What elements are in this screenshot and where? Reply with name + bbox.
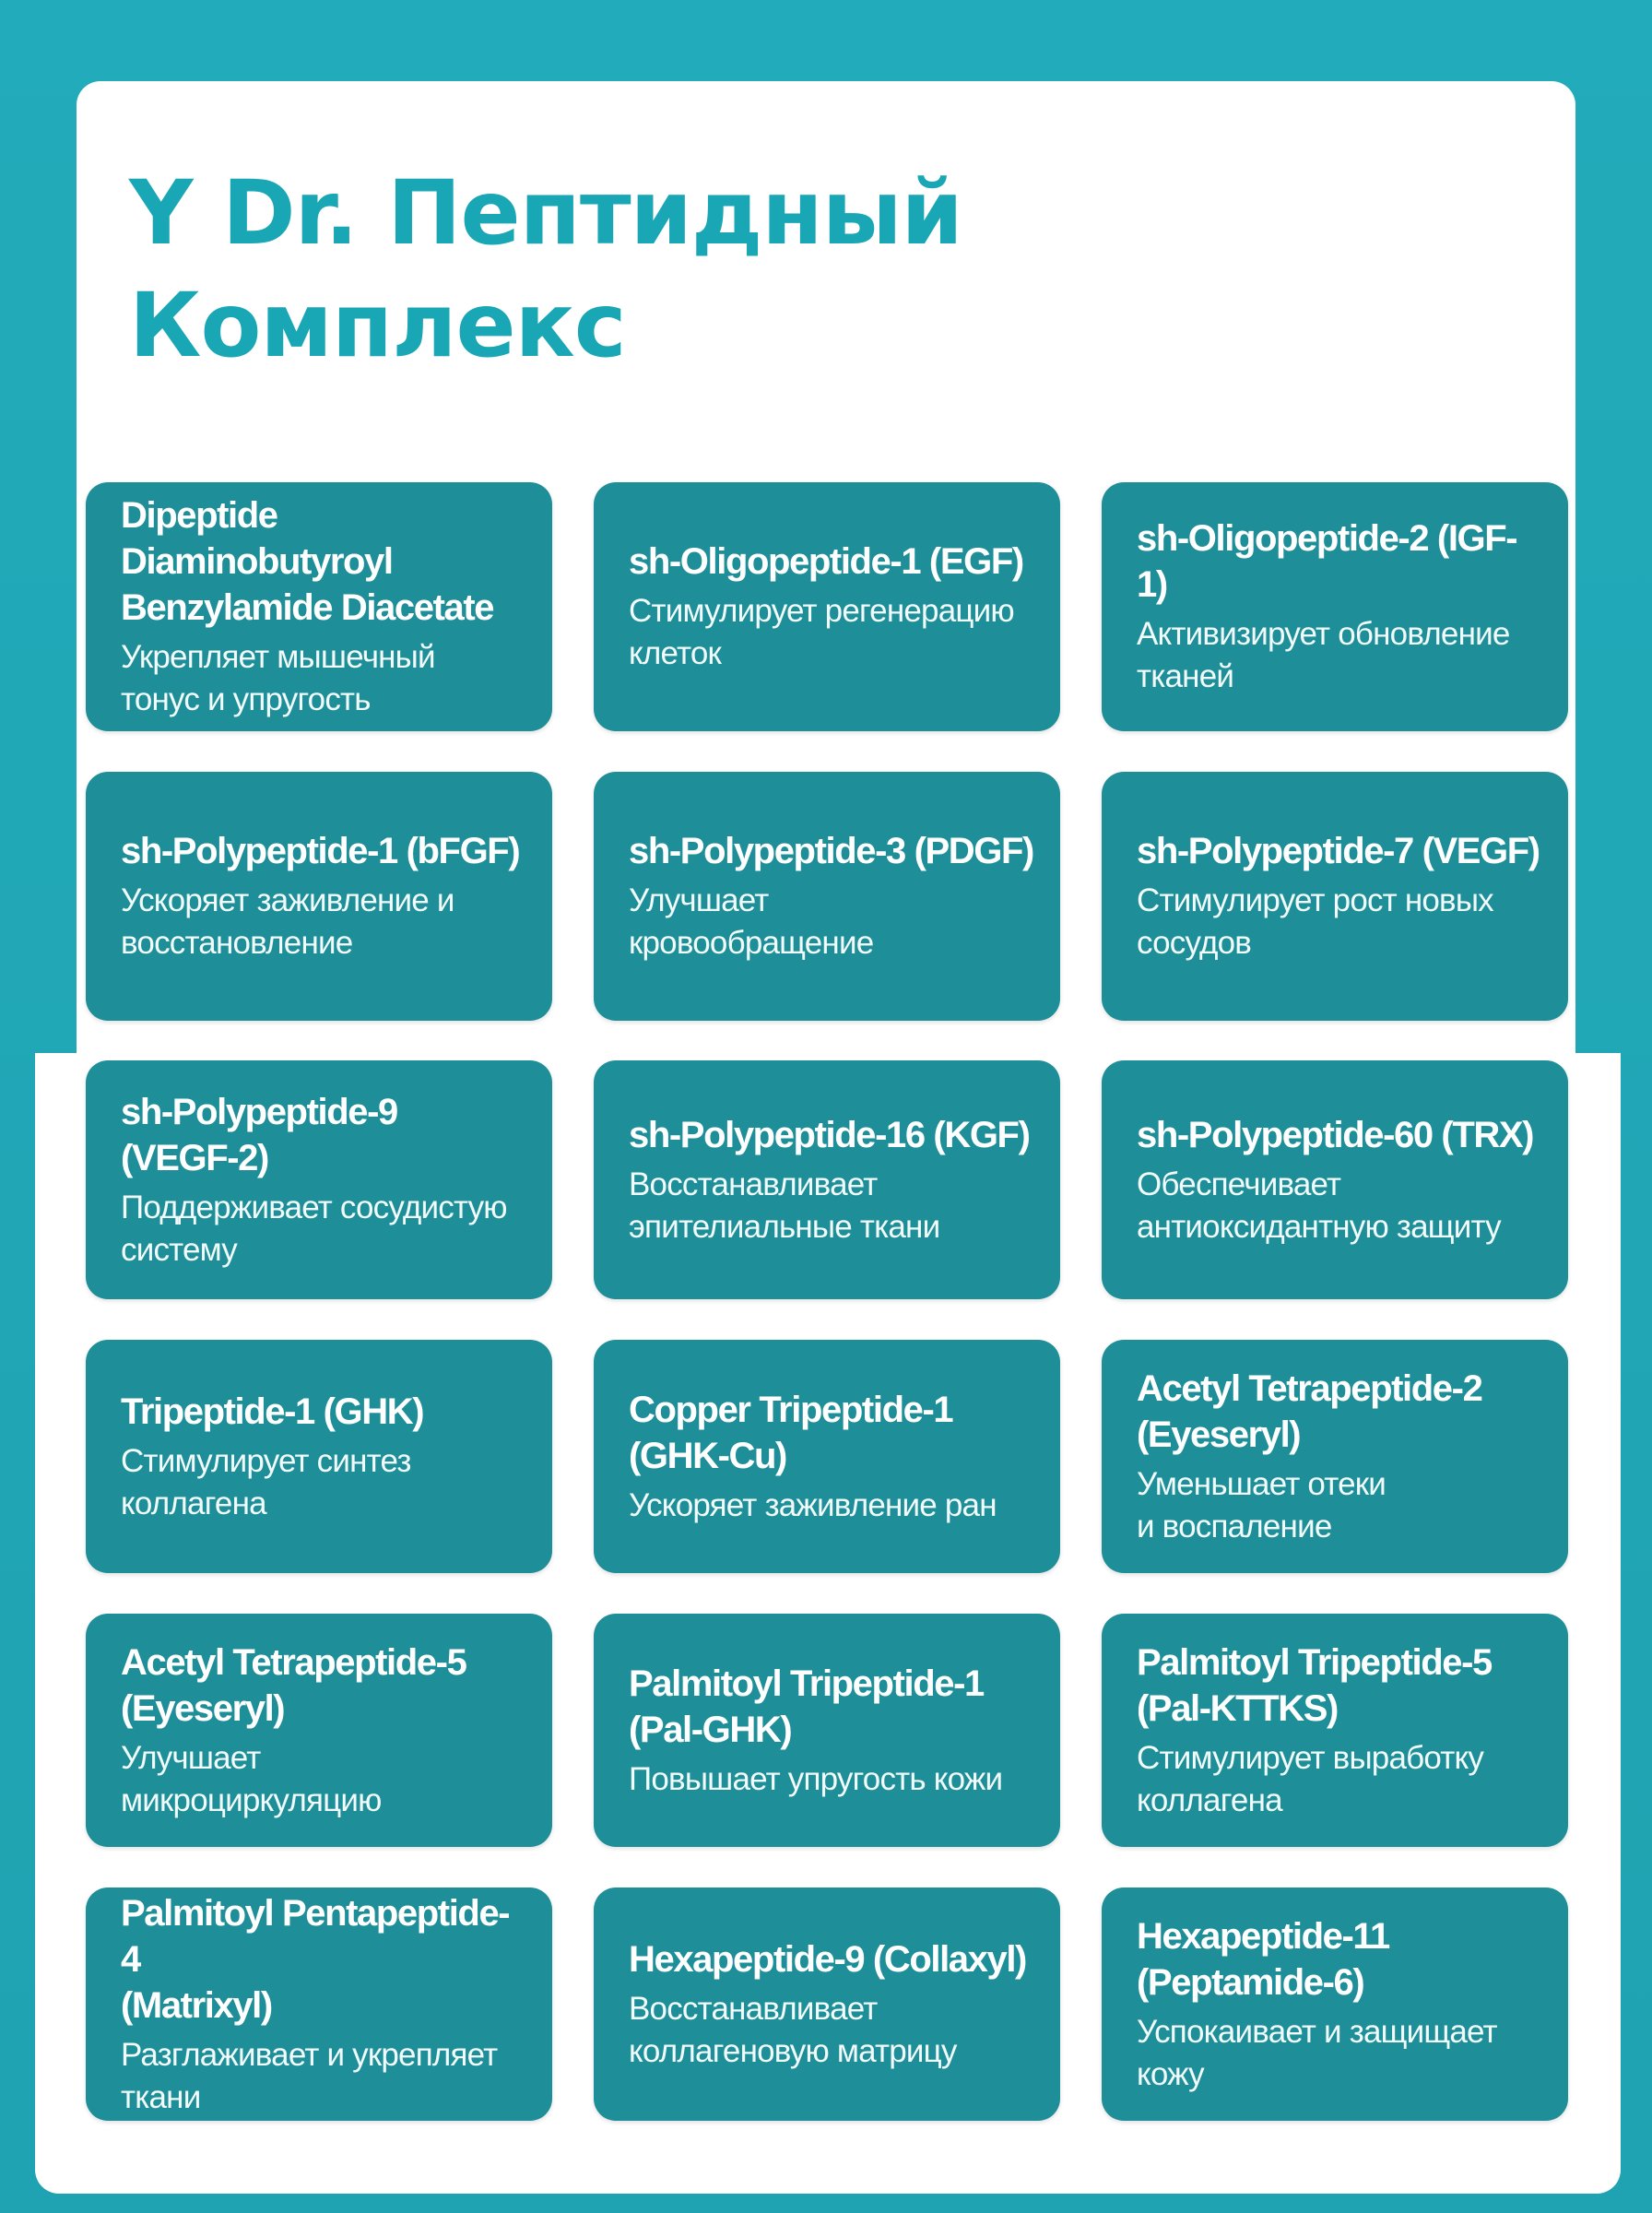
peptide-description: Активизирует обновление тканей: [1137, 616, 1510, 694]
peptide-card-acetyl-tetrapeptide-5: [86, 1614, 552, 1847]
peptide-card-sh-oligopeptide-2: [1102, 482, 1568, 731]
peptide-name: Acetyl Tetrapeptide-5 (Eyeseryl): [121, 1641, 466, 1729]
peptide-card-sh-polypeptide-60: [1102, 1060, 1568, 1299]
peptide-name: Tripeptide-1 (GHK): [121, 1391, 424, 1432]
peptide-description: Укрепляет мышечный тонус и упругость: [121, 639, 435, 717]
peptide-name: Acetyl Tetrapeptide-2 (Eyeseryl): [1137, 1367, 1482, 1455]
peptide-card-tripeptide-1: [86, 1340, 552, 1573]
peptide-name: Palmitoyl Tripeptide-5 (Pal-KTTKS): [1137, 1641, 1492, 1729]
peptide-name: sh-Oligopeptide-1 (EGF): [629, 541, 1023, 582]
peptide-card-hexapeptide-11: [1102, 1888, 1568, 2121]
peptide-name: Copper Tripeptide-1 (GHK-Cu): [629, 1389, 953, 1476]
peptide-name: Palmitoyl Tripeptide-1 (Pal-GHK): [629, 1663, 984, 1750]
peptide-name: sh-Oligopeptide-2 (IGF-1): [1137, 518, 1517, 605]
peptide-description: Стимулирует рост новых сосудов: [1137, 882, 1493, 961]
peptide-name: sh-Polypeptide-60 (TRX): [1137, 1114, 1534, 1155]
peptide-card-dipeptide-diaminobutyroyl: [86, 482, 552, 731]
peptide-name: Palmitoyl Pentapeptide-4 (Matrixyl): [121, 1892, 510, 2026]
peptide-card-sh-polypeptide-9: [86, 1060, 552, 1299]
peptide-name: sh-Polypeptide-16 (KGF): [629, 1114, 1030, 1155]
peptide-name: Dipeptide Diaminobutyroyl Benzylamide Diacetate: [121, 495, 494, 628]
peptide-description: Стимулирует выработку коллагена: [1137, 1739, 1484, 1818]
peptide-card-palmitoyl-pentapeptide-4: [86, 1888, 552, 2121]
peptide-name: sh-Polypeptide-9 (VEGF-2): [121, 1091, 397, 1178]
peptide-card-palmitoyl-tripeptide-1: [594, 1614, 1060, 1847]
peptide-description: Повышает упругость кожи: [629, 1760, 1003, 1797]
peptide-description: Успокаивает и защищает кожу: [1137, 2013, 1497, 2092]
peptide-card-sh-polypeptide-3: [594, 772, 1060, 1021]
peptide-card-hexapeptide-9: [594, 1888, 1060, 2121]
peptide-name: sh-Polypeptide-1 (bFGF): [121, 831, 520, 871]
peptide-description: Ускоряет заживление ран: [629, 1486, 997, 1523]
peptide-description: Стимулирует синтез коллагена: [121, 1442, 411, 1521]
peptide-name: sh-Polypeptide-3 (PDGF): [629, 831, 1033, 871]
peptide-card-acetyl-tetrapeptide-2: [1102, 1340, 1568, 1573]
peptide-name: sh-Polypeptide-7 (VEGF): [1137, 831, 1540, 871]
peptide-card-sh-polypeptide-16: [594, 1060, 1060, 1299]
peptide-description: Обеспечивает антиоксидантную защиту: [1137, 1166, 1501, 1245]
peptide-description: Разглаживает и укрепляет ткани: [121, 2036, 498, 2115]
peptide-description: Восстанавливает коллагеновую матрицу: [629, 1990, 957, 2069]
peptide-name: Hexapeptide-11 (Peptamide-6): [1137, 1915, 1389, 2003]
peptide-description: Улучшает микроциркуляцию: [121, 1739, 382, 1818]
peptide-card-sh-polypeptide-1: [86, 772, 552, 1021]
peptide-description: Уменьшает отеки и воспаление: [1137, 1465, 1386, 1544]
peptide-card-palmitoyl-tripeptide-5: [1102, 1614, 1568, 1847]
peptide-description: Восстанавливает эпителиальные ткани: [629, 1166, 940, 1245]
peptide-description: Улучшает кровообращение: [629, 882, 874, 961]
peptide-card-copper-tripeptide-1: [594, 1340, 1060, 1573]
peptide-description: Стимулирует регенерацию клеток: [629, 593, 1014, 671]
peptide-name: Hexapeptide-9 (Collaxyl): [629, 1938, 1026, 1980]
peptide-description: Поддерживает сосудистую систему: [121, 1189, 507, 1268]
page-title: Y Dr. Пептидный Комплекс: [129, 161, 962, 377]
peptide-card-sh-oligopeptide-1: [594, 482, 1060, 731]
peptide-description: Ускоряет заживление и восстановление: [121, 882, 454, 961]
peptide-card-sh-polypeptide-7: [1102, 772, 1568, 1021]
